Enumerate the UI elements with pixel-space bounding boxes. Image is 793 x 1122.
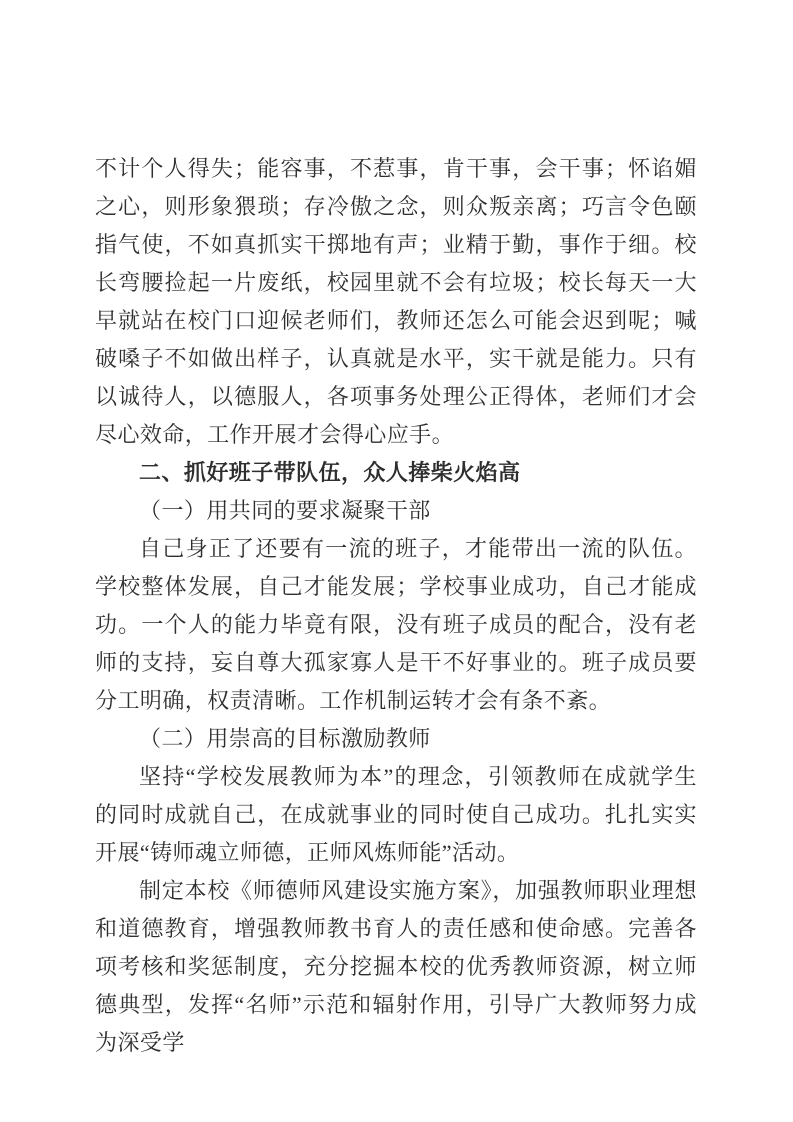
body-paragraph: 不计个人得失；能容事，不惹事，肯干事，会干事；怀谄媚之心，则形象猥琐；存冷傲之念，则众叛亲离；巧言令色颐指气使，不如真抓实干掷地有声；业精于勤，事作于细。校长弯腰捡起一片废纸，校园里就不会有垃圾；校长每天一大早就站在校门口迎候老师们，教师还怎么可能会迟到呢；喊破嗓子不如做出样子，认真就是水平，实干就是能力。只有以诚待人，以德服人，各项事务处理公正得体，老师们才会尽心效命，工作开展才会得心应手。 (95, 156, 697, 447)
document-body (95, 150, 697, 1062)
body-paragraph: 坚持“学校发展教师为本”的理念，引领教师在成就学生的同时成就自己，在成就事业的同时使自己成功。扎扎实实开展“铸师魂立师德，正师风炼师能”活动。 (95, 764, 697, 865)
section-heading: 二、抓好班子带队伍，众人捧柴火焰高 (139, 460, 521, 485)
body-paragraph: 制定本校《师德师风建设实施方案》，加强教师职业理想和道德教育，增强教师教书育人的责任感和使命感。完善各项考核和奖惩制度，充分挖掘本校的优秀教师资源，树立师德典型，发挥“名师”示范和辐射作用，引导广大教师努力成为深受学 (95, 878, 697, 1055)
subsection-heading: （一）用共同的要求凝聚干部 (139, 498, 431, 523)
body-paragraph: 自己身正了还要有一流的班子，才能带出一流的队伍。学校整体发展，自己才能发展；学校事业成功，自己才能成功。一个人的能力毕竟有限，没有班子成员的配合，没有老师的支持，妄自尊大孤家寡人是干不好事业的。班子成员要分工明确，权责清晰。工作机制运转才会有条不紊。 (95, 536, 697, 713)
subsection-heading: （二）用崇高的目标激励教师 (139, 726, 431, 751)
